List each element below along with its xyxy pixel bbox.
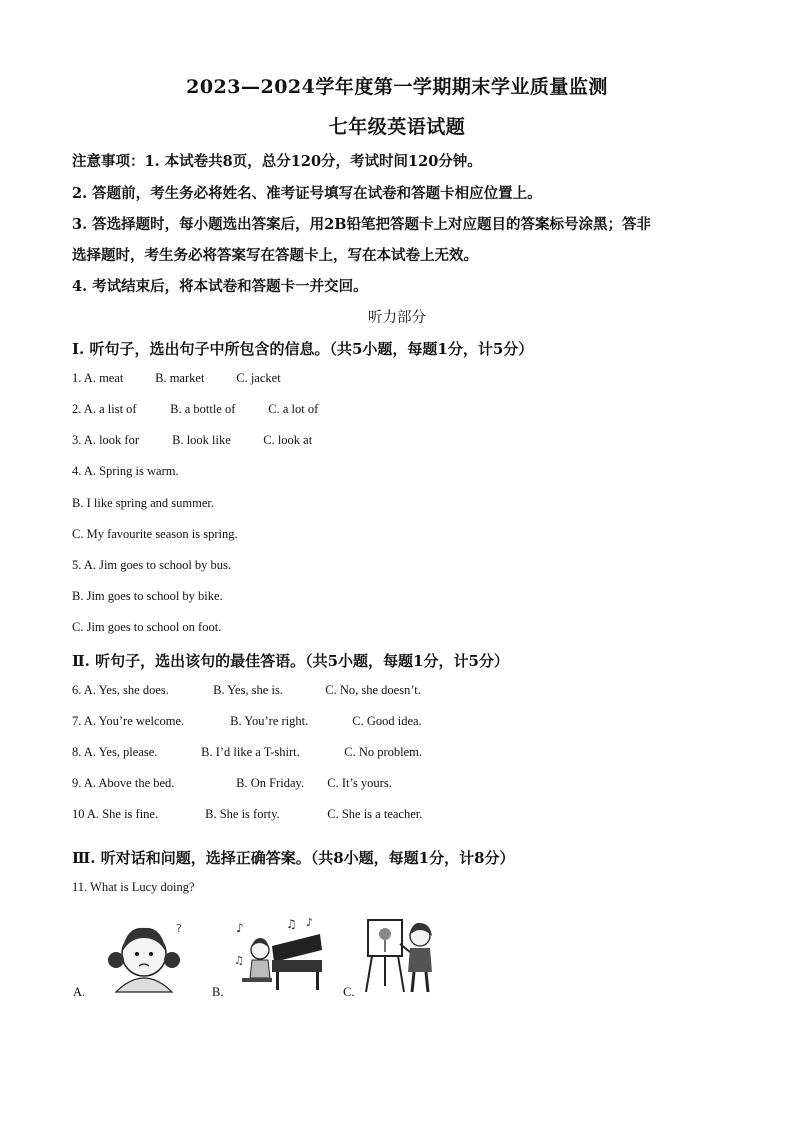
q10-option-b: B. She is forty. bbox=[205, 807, 280, 821]
section2-heading: Ⅱ. 听句子，选出该句的最佳答语。（共5小题，每题1分，计5分） bbox=[72, 652, 509, 670]
q3-option-a: 3. A. look for bbox=[72, 433, 140, 447]
girl-playing-piano-picture bbox=[232, 916, 328, 994]
q3-option-b: B. look like bbox=[172, 433, 231, 447]
q4-option-c: C. My favourite season is spring. bbox=[72, 527, 238, 541]
q6-option-c: C. No, she doesn’t. bbox=[325, 683, 421, 697]
svg-text:♫: ♫ bbox=[234, 954, 244, 967]
q4-option-b: B. I like spring and summer. bbox=[72, 496, 214, 510]
q5-option-b: B. Jim goes to school by bike. bbox=[72, 589, 223, 603]
q7-option-b: B. You’re right. bbox=[230, 714, 309, 728]
q6-option-a: 6. A. Yes, she does. bbox=[72, 683, 169, 697]
q5-option-a: 5. A. Jim goes to school by bus. bbox=[72, 558, 232, 572]
q2-option-a: 2. A. a list of bbox=[72, 402, 137, 416]
question-6 bbox=[72, 683, 421, 698]
question-9 bbox=[72, 776, 392, 791]
question-11: 11. What is Lucy doing? bbox=[72, 880, 195, 894]
q9-option-b: B. On Friday. bbox=[236, 776, 305, 790]
svg-text:♫: ♫ bbox=[286, 917, 297, 931]
picture-label-b: B. bbox=[212, 985, 224, 999]
q4-option-a: 4. A. Spring is warm. bbox=[72, 464, 179, 478]
q1-option-b: B. market bbox=[155, 371, 205, 385]
q6-option-b: B. Yes, she is. bbox=[213, 683, 283, 697]
q10-option-a: 10 A. She is fine. bbox=[72, 807, 159, 821]
q1-option-c: C. jacket bbox=[236, 371, 281, 385]
q2-option-b: B. a bottle of bbox=[170, 402, 236, 416]
svg-text:?: ? bbox=[176, 922, 182, 935]
note-4: 4. 考试结束后，将本试卷和答题卡一并交回。 bbox=[72, 278, 368, 295]
svg-text:♪: ♪ bbox=[236, 921, 244, 935]
exam-title: 2023—2024学年度第一学期期末学业质量监测 bbox=[186, 76, 608, 98]
question-8 bbox=[72, 745, 422, 760]
question-1 bbox=[72, 371, 281, 386]
q10-option-c: C. She is a teacher. bbox=[327, 807, 423, 821]
q1-option-a: 1. A. meat bbox=[72, 371, 124, 385]
question-7 bbox=[72, 714, 422, 729]
question-10 bbox=[72, 807, 422, 822]
question-2 bbox=[72, 402, 318, 417]
note-2: 2. 答题前，考生务必将姓名、准考证号填写在试卷和答题卡相应位置上。 bbox=[72, 185, 542, 202]
q8-option-a: 8. A. Yes, please. bbox=[72, 745, 158, 759]
q2-option-c: C. a lot of bbox=[268, 402, 319, 416]
note-3-cont: 选择题时，考生务必将答案写在答题卡上，写在本试卷上无效。 bbox=[72, 247, 478, 264]
q7-option-a: 7. A. You’re welcome. bbox=[72, 714, 185, 728]
q7-option-c: C. Good idea. bbox=[352, 714, 422, 728]
q3-option-c: C. look at bbox=[263, 433, 313, 447]
picture-label-a: A. bbox=[73, 985, 86, 999]
section3-heading: Ⅲ. 听对话和问题，选择正确答案。（共8小题，每题1分，计8分） bbox=[72, 849, 515, 867]
exam-subtitle: 七年级英语试题 bbox=[328, 116, 466, 138]
q8-option-b: B. I’d like a T-shirt. bbox=[201, 745, 300, 759]
girl-painting-picture bbox=[362, 914, 442, 996]
picture-label-c: C. bbox=[343, 985, 355, 999]
note-3: 3. 答选择题时，每小题选出答案后，用2B铅笔把答题卡上对应题目的答案标号涂黑；答非 bbox=[72, 216, 652, 233]
q9-option-a: 9. A. Above the bed. bbox=[72, 776, 175, 790]
part-title: 听力部分 bbox=[368, 310, 426, 326]
girl-thinking-picture bbox=[96, 914, 192, 996]
q5-option-c: C. Jim goes to school on foot. bbox=[72, 620, 222, 634]
svg-text:♪: ♪ bbox=[306, 916, 314, 929]
q8-option-c: C. No problem. bbox=[344, 745, 423, 759]
section1-heading: I. 听句子，选出句子中所包含的信息。（共5小题，每题1分，计5分） bbox=[72, 340, 534, 358]
note-1: 注意事项：1. 本试卷共8页，总分120分，考试时间120分钟。 bbox=[72, 153, 482, 170]
q9-option-c: C. It’s yours. bbox=[327, 776, 392, 790]
question-3 bbox=[72, 433, 312, 448]
